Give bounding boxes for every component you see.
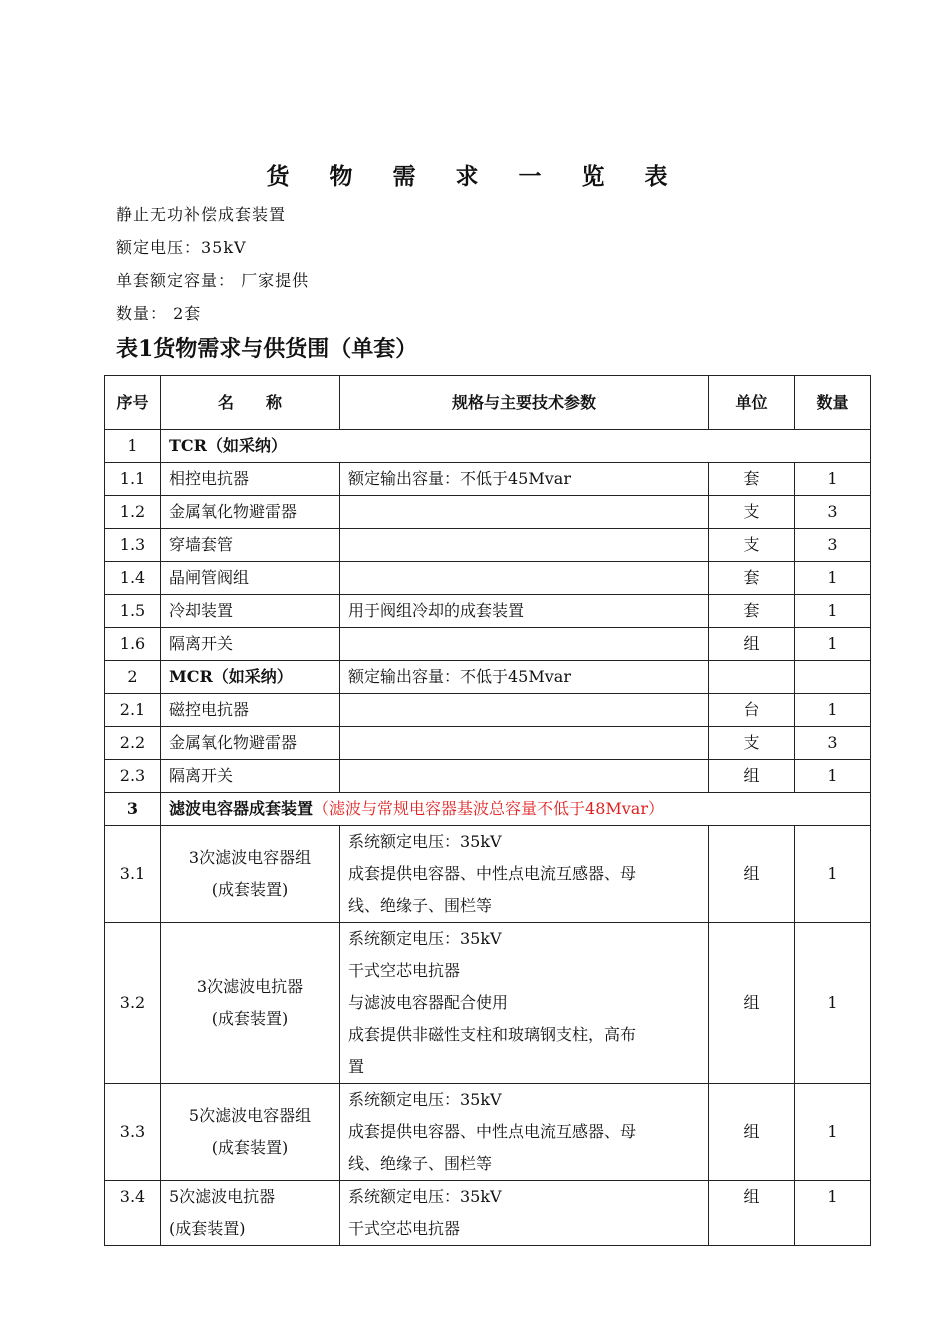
row-unit: 套: [709, 562, 795, 595]
header-no: 序号: [105, 376, 161, 430]
row-unit: 支: [709, 727, 795, 760]
row-unit: 组: [709, 760, 795, 793]
section-name: TCR（如采纳）: [161, 430, 871, 463]
section-row: [105, 793, 871, 826]
row-no: 2.1: [105, 694, 161, 727]
row-no: 2: [105, 661, 161, 694]
row-no: 1.1: [105, 463, 161, 496]
row-name: 晶闸管阀组: [161, 562, 340, 595]
row-name-line: 5次滤波电抗器: [169, 1187, 276, 1206]
row-no: 3.4: [105, 1181, 161, 1246]
document-title: 货 物 需 求 一 览 表: [266, 163, 684, 190]
section-name: MCR（如采纳）: [161, 661, 340, 694]
row-qty: 3: [795, 529, 871, 562]
row-spec: [340, 760, 709, 793]
row-qty: 1: [795, 628, 871, 661]
row-name-line: (成套装置): [211, 880, 289, 899]
spec-line: 干式空芯电抗器: [348, 961, 461, 980]
row-qty: 1: [795, 1084, 871, 1181]
row-name: 隔离开关: [161, 760, 340, 793]
row-name-line: 5次滤波电容器组: [188, 1106, 312, 1125]
row-unit: 套: [709, 463, 795, 496]
row-unit: 组: [709, 1084, 795, 1181]
row-qty: 3: [795, 727, 871, 760]
row-qty: 3: [795, 496, 871, 529]
row-no: 3.3: [105, 1084, 161, 1181]
row-spec: 额定输出容量：不低于45Mvar: [340, 661, 709, 694]
row-no: 2.2: [105, 727, 161, 760]
header-name: 名 称: [161, 376, 340, 430]
row-name-line: (成套装置): [169, 1219, 246, 1238]
table-row: [105, 463, 871, 496]
row-name-line: 3次滤波电抗器: [196, 977, 304, 996]
spec-line: 置: [348, 1057, 365, 1076]
row-spec: [340, 628, 709, 661]
row-name: [161, 1084, 340, 1181]
product-name: 静止无功补偿成套装置: [116, 205, 287, 224]
spec-line: 线、绝缘子、围栏等: [348, 1154, 493, 1173]
row-qty: 1: [795, 562, 871, 595]
table-row: [105, 694, 871, 727]
row-no: 1.3: [105, 529, 161, 562]
row-unit: 组: [709, 628, 795, 661]
row-spec: 用于阀组冷却的成套装置: [340, 595, 709, 628]
table-row: [105, 727, 871, 760]
row-qty: 1: [795, 463, 871, 496]
spec-line: 成套提供电容器、中性点电流互感器、母: [348, 864, 637, 883]
row-name: [161, 923, 340, 1084]
row-spec: [340, 826, 709, 923]
row-name-line: (成套装置): [211, 1138, 289, 1157]
rated-voltage: 额定电压：35kV: [116, 238, 247, 257]
row-spec: [340, 727, 709, 760]
row-qty: [795, 661, 871, 694]
row-name: 金属氧化物避雷器: [161, 727, 340, 760]
section-name: 滤波电容器成套装置: [169, 799, 314, 818]
table-row: [105, 595, 871, 628]
row-name-line: 3次滤波电容器组: [188, 848, 312, 867]
section-row: [105, 661, 871, 694]
row-no: 2.3: [105, 760, 161, 793]
spec-line: 系统额定电压：35kV: [348, 832, 502, 851]
row-unit: 支: [709, 529, 795, 562]
row-spec: [340, 1084, 709, 1181]
row-qty: 1: [795, 595, 871, 628]
row-qty: 1: [795, 694, 871, 727]
row-name: 相控电抗器: [161, 463, 340, 496]
row-unit: 支: [709, 496, 795, 529]
row-qty: 1: [795, 760, 871, 793]
rated-capacity: 单套额定容量： 厂家提供: [116, 271, 310, 290]
header-spec: 规格与主要技术参数: [340, 376, 709, 430]
row-unit: 台: [709, 694, 795, 727]
table-row: [105, 826, 871, 923]
row-qty: 1: [795, 826, 871, 923]
row-no: 1: [105, 430, 161, 463]
row-name: 隔离开关: [161, 628, 340, 661]
spec-line: 系统额定电压：35kV: [348, 1187, 502, 1206]
row-no: 3.2: [105, 923, 161, 1084]
row-name: 金属氧化物避雷器: [161, 496, 340, 529]
spec-line: 线、绝缘子、围栏等: [348, 896, 493, 915]
spec-line: 成套提供非磁性支柱和玻璃钢支柱，高布: [348, 1025, 637, 1044]
table-row: [105, 923, 871, 1084]
spec-line: 干式空芯电抗器: [348, 1219, 461, 1238]
row-unit: 组: [709, 923, 795, 1084]
row-name: 磁控电抗器: [161, 694, 340, 727]
spec-line: 系统额定电压：35kV: [348, 1090, 502, 1109]
row-no: 1.2: [105, 496, 161, 529]
row-spec: [340, 496, 709, 529]
row-spec: [340, 562, 709, 595]
table-row: [105, 1181, 871, 1246]
row-unit: 组: [709, 1181, 795, 1246]
row-qty: 1: [795, 1181, 871, 1246]
spec-line: 成套提供电容器、中性点电流互感器、母: [348, 1122, 637, 1141]
row-no: 1.6: [105, 628, 161, 661]
row-name: [161, 826, 340, 923]
table-title: 表1货物需求与供货围（单套）: [116, 336, 418, 362]
row-name-line: (成套装置): [211, 1009, 289, 1028]
row-name: [161, 1181, 340, 1246]
quantity: 数量： 2套: [116, 304, 202, 323]
goods-table: [104, 375, 871, 1246]
row-spec: [340, 1181, 709, 1246]
section-row: [105, 430, 871, 463]
section-cell: [161, 793, 871, 826]
row-unit: 套: [709, 595, 795, 628]
row-no: 1.5: [105, 595, 161, 628]
table-row: [105, 628, 871, 661]
table-row: [105, 1084, 871, 1181]
row-name: 穿墙套管: [161, 529, 340, 562]
table-header: [105, 376, 871, 430]
table-row: [105, 529, 871, 562]
section-note: （滤波与常规电容器基波总容量不低于48Mvar）: [313, 799, 664, 818]
header-unit: 单位: [709, 376, 795, 430]
row-no: 3.1: [105, 826, 161, 923]
table-row: [105, 760, 871, 793]
row-spec: [340, 694, 709, 727]
row-qty: 1: [795, 923, 871, 1084]
table-row: [105, 562, 871, 595]
row-unit: 组: [709, 826, 795, 923]
spec-line: 系统额定电压：35kV: [348, 929, 502, 948]
row-name: 冷却装置: [161, 595, 340, 628]
header-qty: 数量: [795, 376, 871, 430]
table-row: [105, 496, 871, 529]
row-no: 1.4: [105, 562, 161, 595]
row-spec: [340, 923, 709, 1084]
row-spec: 额定输出容量：不低于45Mvar: [340, 463, 709, 496]
row-unit: [709, 661, 795, 694]
row-no: 3: [105, 793, 161, 826]
row-spec: [340, 529, 709, 562]
spec-line: 与滤波电容器配合使用: [348, 993, 509, 1012]
